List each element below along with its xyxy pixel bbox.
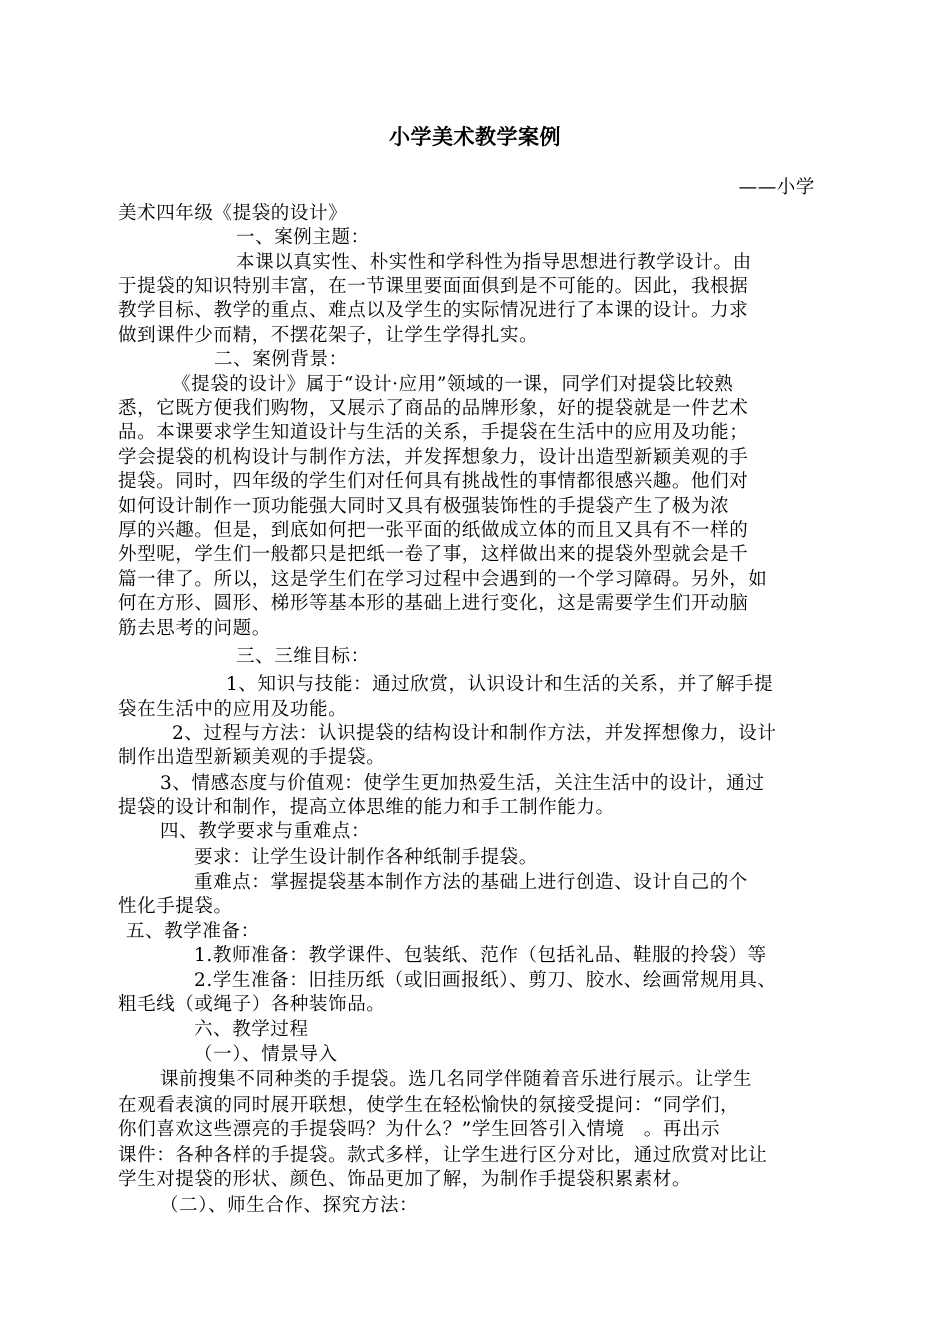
paragraph-line: 如何设计制作一顶功能强大同时又具有极强装饰性的手提袋产生了极为浓: [118, 496, 730, 517]
paragraph-line: 3、情感态度与价值观：使学生更加热爱生活，关注生活中的设计，通过: [160, 773, 765, 794]
section-heading-3: 三、三维目标：: [236, 646, 370, 667]
subtitle-line: 美术四年级《提袋的设计》: [118, 203, 348, 224]
paragraph-line: 在观看表演的同时展开联想，使学生在轻松愉快的氛接受提问：“同学们，: [118, 1095, 740, 1116]
paragraph-line: 提袋的设计和制作，提高立体思维的能力和手工制作能力。: [118, 797, 615, 818]
paragraph-line: 2.学生准备：旧挂历纸（或旧画报纸）、剪刀、胶水、绘画常规用具、: [194, 970, 777, 991]
paragraph-line: 厚的兴趣。但是，到底如何把一张平面的纸做成立体的而且又具有不一样的: [118, 520, 749, 541]
paragraph-line: 课件：各种各样的手提袋。款式多样，让学生进行区分对比，通过欣赏对比让: [118, 1145, 768, 1166]
paragraph-line: 于提袋的知识特别丰富，在一节课里要面面俱到是不可能的。因此，我根据: [118, 276, 749, 297]
section-heading-2: 二、案例背景：: [214, 349, 348, 370]
section-heading-6: 六、教学过程: [194, 1019, 309, 1040]
subsection-heading-1: （一）、情景导入: [194, 1044, 338, 1065]
paragraph-line: 2、过程与方法：认识提袋的结构设计和制作方法，并发挥想像力，设计: [172, 723, 777, 744]
section-heading-4: 四、教学要求与重难点：: [160, 821, 371, 842]
paragraph-line: 袋在生活中的应用及功能。: [118, 699, 348, 720]
subsection-heading-2: （二）、师生合作、探究方法：: [160, 1195, 419, 1216]
paragraph-line: 学会提袋的机构设计与制作方法，并发挥想象力，设计出造型新颖美观的手: [118, 447, 749, 468]
paragraph-line: 提袋。同时，四年级的学生们对任何具有挑战性的事情都很感兴趣。他们对: [118, 471, 749, 492]
section-heading-5: 五、教学准备：: [126, 921, 260, 942]
paragraph-line: 1.教师准备：教学课件、包装纸、范作（包括礼品、鞋服的拎袋）等: [194, 945, 767, 966]
paragraph-line: 1、知识与技能：通过欣赏，认识设计和生活的关系，并了解手提: [226, 674, 774, 695]
subtitle-dash-line: ——小学: [738, 177, 815, 198]
paragraph-line: 学生对提袋的形状、颜色、饰品更加了解，为制作手提袋积累素材。: [118, 1169, 692, 1190]
paragraph-line: 课前搜集不同种类的手提袋。选几名同学伴随着音乐进行展示。让学生: [160, 1069, 753, 1090]
paragraph-line: 筋去思考的问题。: [118, 618, 271, 639]
section-heading-1: 一、案例主题：: [236, 227, 370, 248]
paragraph-line: 制作出造型新颖美观的手提袋。: [118, 747, 386, 768]
paragraph-line: 品。本课要求学生知道设计与生活的关系，手提袋在生活中的应用及功能；: [118, 422, 749, 443]
paragraph-line: 本课以真实性、朴实性和学科性为指导思想进行教学设计。由: [236, 252, 752, 273]
paragraph-line: 何在方形、圆形、梯形等基本形的基础上进行变化，这是需要学生们开动脑: [118, 593, 749, 614]
paragraph-line: 重难点：掌握提袋基本制作方法的基础上进行创造、设计自己的个: [194, 872, 748, 893]
paragraph-line: 《提袋的设计》属于“设计·应用”领域的一课，同学们对提袋比较熟: [172, 374, 734, 395]
paragraph-line: 篇一律了。所以，这是学生们在学习过程中会遇到的一个学习障碍。另外，如: [118, 569, 768, 590]
paragraph-line: 要求：让学生设计制作各种纸制手提袋。: [194, 847, 538, 868]
paragraph-line: 你们喜欢这些漂亮的手提袋吗？为什么？”学生回答引入情境 。再出示: [118, 1119, 721, 1140]
document-title: 小学美术教学案例: [389, 125, 561, 149]
paragraph-line: 做到课件少而精，不摆花架子，让学生学得扎实。: [118, 325, 539, 346]
paragraph-line: 教学目标、教学的重点、难点以及学生的实际情况进行了本课的设计。力求: [118, 300, 749, 321]
paragraph-line: 性化手提袋。: [118, 896, 233, 917]
paragraph-line: 粗毛线（或绳子）各种装饰品。: [118, 994, 386, 1015]
paragraph-line: 悉，它既方便我们购物，又展示了商品的品牌形象，好的提袋就是一件艺术: [118, 398, 749, 419]
paragraph-line: 外型呢，学生们一般都只是把纸一卷了事，这样做出来的提袋外型就会是千: [118, 544, 749, 565]
